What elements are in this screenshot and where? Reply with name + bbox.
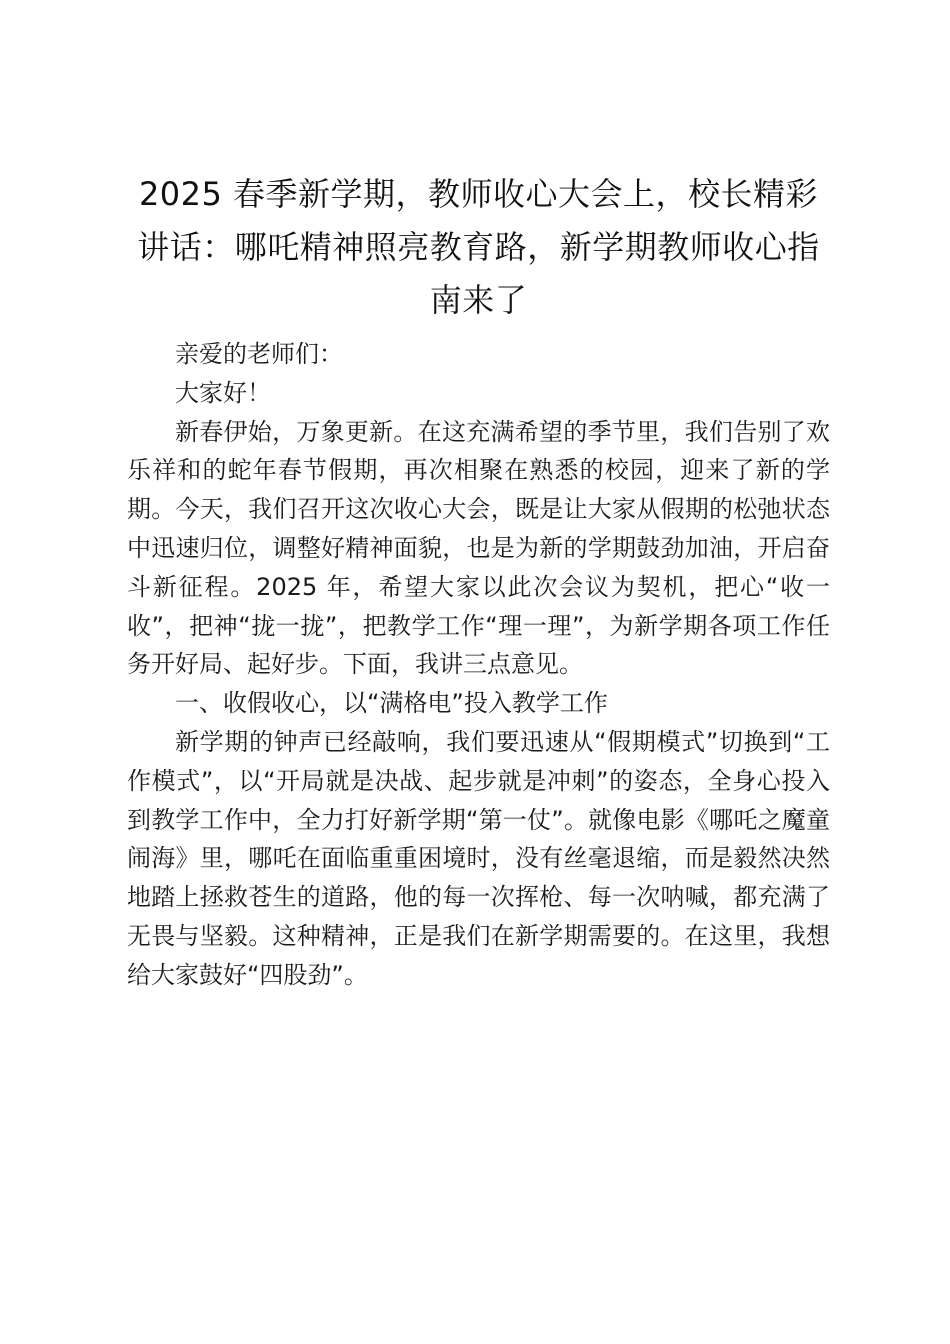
greeting: 大家好！ xyxy=(175,378,271,407)
document-title: 2025 春季新学期，教师收心大会上，校长精彩讲话：哪吒精神照亮教育路，新学期教师收心指南来了 xyxy=(137,175,820,319)
salutation: 亲爱的老师们： xyxy=(175,340,343,368)
intro-paragraph: 新春伊始，万象更新。在这充满希望的季节里，我们告别了欢乐祥和的蛇年春节假期，再次相聚在熟悉的校园，迎来了新的学期。今天，我们召开这次收心大会，既是让大家从假期的松弛状态中迅速归位，调整好精神面貌，也是为新的学期鼓劲加油，开启奋斗新征程。2025 年，希望大家以此次会议为契机，把心“收一收”，把神“拢一拢”，把教学工作“理一理”，为新学期各项工作任务开好局、起好步。下面，我讲三点意见。 xyxy=(127,417,830,679)
section-heading-1: 一、收假收心，以“满格电”投入教学工作 xyxy=(175,689,608,718)
section-paragraph-1: 新学期的钟声已经敲响，我们要迅速从“假期模式”切换到“工作模式”，以“开局就是决战、起步就是冲刺”的姿态，全身心投入到教学工作中，全力打好新学期“第一仗”。就像电影《哪吒之魔童闹海》里，哪吒在面临重重困境时，没有丝毫退缩，而是毅然决然地踏上拯救苍生的道路，他的每一次挥枪、每一次呐喊，都充满了无畏与坚毅。这种精神，正是我们在新学期需要的。在这里，我想给大家鼓好“四股劲”。 xyxy=(127,727,830,989)
document-body xyxy=(127,335,830,995)
